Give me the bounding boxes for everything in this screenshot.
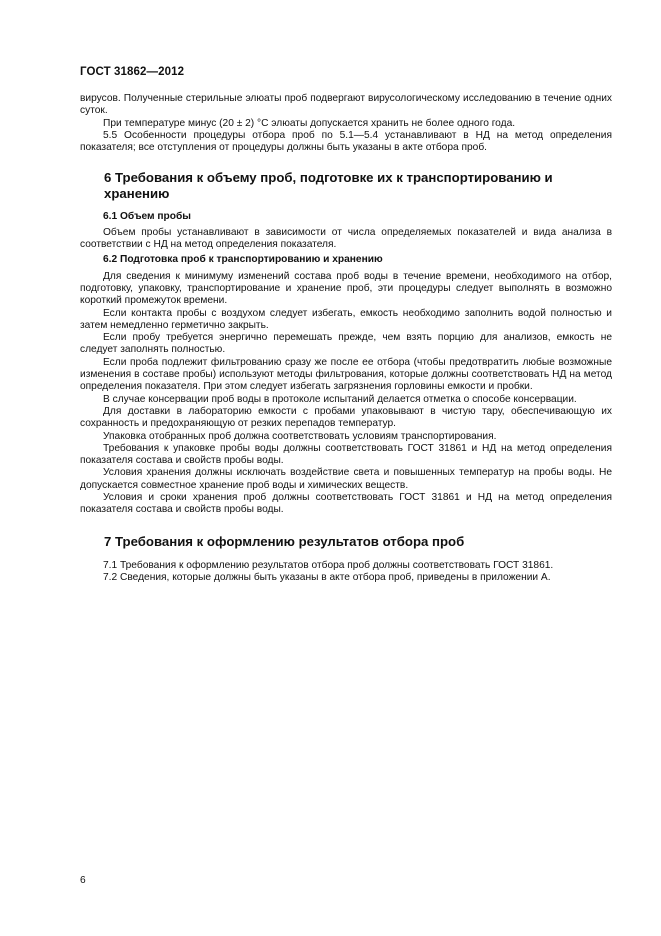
section-7-heading: 7 Требования к оформлению результатов отбора проб [104, 533, 465, 549]
paragraph: Условия и сроки хранения проб должны соответствовать ГОСТ 31861 и НД на метод определения показателя состава и свойств пробы воды. [80, 492, 612, 516]
section-6-heading: 6 Требования к объему проб, подготовке их к транспортированию и хранению [104, 170, 553, 202]
page-number: 6 [80, 875, 86, 886]
clause-7-1: 7.1 Требования к оформлению результатов отбора проб должны соответствовать ГОСТ 31861. [103, 559, 554, 571]
paragraph: Упаковка отобранных проб должна соответствовать условиям транспортирования. [103, 430, 497, 442]
paragraph: Если контакта пробы с воздухом следует избегать, емкость необходимо заполнить водой полностью и затем немедленно герметично закрыть. [80, 307, 612, 331]
subsection-6-2-heading: 6.2 Подготовка проб к транспортированию и хранению [103, 254, 383, 266]
paragraph: Условия хранения должны исключать воздействие света и повышенных температур на пробы воды. Не допускается совместное хранение проб воды и химических веществ. [80, 467, 612, 491]
clause-5-5: 5.5 Особенности процедуры отбора проб по 5.1—5.4 устанавливают в НД на метод определения показателя; все отступления от процедуры должны быть указаны в акте отбора проб. [80, 129, 612, 154]
document-body [80, 93, 612, 584]
paragraph: Объем пробы устанавливают в зависимости от числа определяемых показателей и вида анализа в соответствии с НД на метод определения показателя. [80, 226, 612, 251]
paragraph: Если проба подлежит фильтрованию сразу же после ее отбора (чтобы предотвратить любые возможные изменения в составе пробы) используют методы фильтрования, которые должны соответствовать НД на метод определения показателя. При этом следует избегать загрязнения горловины емкости и пробки. [80, 356, 612, 393]
paragraph: Для сведения к минимуму изменений состава проб воды в течение времени, необходимого на отбор, подготовку, упаковку, транспортирование и хранение проб, эти процедуры следует выполнять в возможно короткий промежуток времени. [80, 270, 612, 307]
paragraph: В случае консервации проб воды в протоколе испытаний делается отметка о способе консервации. [103, 393, 577, 405]
paragraph: Если пробу требуется энергично перемешать прежде, чем взять порцию для анализов, емкость не следует заполнять полностью. [80, 332, 612, 356]
clause-7-2: 7.2 Сведения, которые должны быть указаны в акте отбора проб, приведены в приложении А. [103, 571, 551, 583]
paragraph: Для доставки в лабораторию емкости с пробами упаковывают в чистую тару, обеспечивающую их сохранность и предохраняющую от резких перепадов температур. [80, 405, 612, 430]
continuation-paragraph: вирусов. Полученные стерильные элюаты проб подвергают вирусологическому исследованию в течение одних суток. [80, 93, 612, 117]
subsection-6-1-heading: 6.1 Объем пробы [103, 211, 191, 223]
paragraph: Требования к упаковке пробы воды должны соответствовать ГОСТ 31861 и НД на метод определения показателя состава и свойств пробы воды. [80, 442, 612, 467]
continuation-paragraph: При температуре минус (20 ± 2) °С элюаты допускается хранить не более одного года. [103, 117, 516, 129]
document-code-header: ГОСТ 31862—2012 [80, 66, 185, 78]
